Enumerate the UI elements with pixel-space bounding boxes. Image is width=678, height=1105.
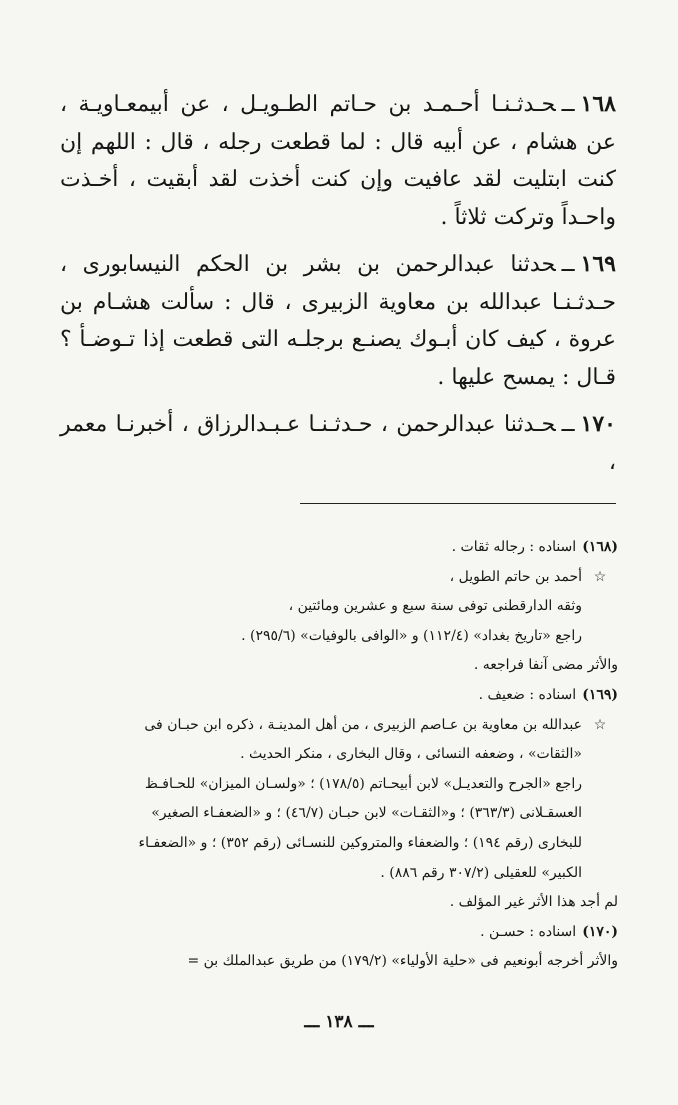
paragraph-dash: ــ — [561, 92, 575, 117]
footnote-text: أحمد بن حاتم الطويل ، — [449, 568, 582, 585]
paragraph-number: ١٦٨ — [580, 91, 616, 117]
footnote-ref: (١٦٩) — [582, 686, 618, 703]
paragraph-text: حـدثـنـا أحـمـد بن حـاتم الطـويـل ، عن أبيمعـاويـة ، عن هشام ، عن أبيه قال : لما قطعت رجله ، قال : اللهم إن كنت ابتليت لقد عافيت وإن كنت أخذت لقد أبقيت ، أخـذت واحـداً وتركت ثلاثاً . — [60, 92, 616, 230]
star-icon: ☆ — [593, 568, 607, 585]
paragraph-168 — [60, 86, 616, 236]
footnote-text: اسناده : رجاله ثقات . — [451, 539, 577, 555]
footnote-heading-170 — [58, 918, 618, 948]
paragraph-dash: ــ — [561, 412, 575, 437]
footnote-line: والأثر أخرجه أبونعيم فى «حلية الأولياء» (١٧٩/٢) من طريق عبدالملك بن = — [187, 953, 618, 970]
footnote-text: اسناده : ضعيف . — [478, 686, 577, 703]
paragraph-number: ١٦٩ — [580, 251, 616, 277]
footnote-line — [58, 563, 618, 593]
footnote-line: والأثر مضى آنفا فراجعه . — [473, 657, 618, 674]
footnote-ref: (١٧٠) — [582, 923, 618, 940]
page-number: ـــ ١٣٨ ـــ — [304, 1012, 374, 1032]
footnote-line: راجع «تاريخ بغداد» (١١٢/٤) و «الوافى بالوفيات» (٢٩٥/٦) . — [241, 627, 582, 644]
footnote-ref: (١٦٨) — [582, 539, 618, 555]
footnote-line: راجع «الجرح والتعديـل» لابن أبيحـاتم (١٧٨/٥) ؛ «ولسـان الميزان» للحـافـظ — [144, 775, 582, 792]
paragraph-text: حـدثنا عبدالرحمن ، حـدثـنـا عـبـدالرزاق ، أخبرنـا معمر ، — [60, 412, 616, 475]
paragraph-text: حدثنا عبدالرحمن بن بشر بن الحكم النيسابورى ، حـدثـنـا عبدالله بن معاوية الزبيرى ، قال : سألت هشـام بن عروة ، كيف كان أبـوك يصنـع برجلـه التى قطعت إذا تـوضـأ ؟ قـال : يمسح عليها . — [60, 252, 616, 390]
paragraph-number: ١٧٠ — [580, 411, 616, 437]
paragraph-dash: ــ — [561, 252, 575, 277]
footnote-line: لم أجد هذا الأثر غير المؤلف . — [449, 894, 618, 911]
footnote-line: «الثقات» ، وضعفه النسائى ، وقال البخارى ، منكر الحديث . — [240, 746, 582, 763]
footnote-text: عبدالله بن معاوية بن عـاصم الزبيرى ، من أهل المدينـة ، ذكره ابن حبـان فى — [144, 716, 582, 733]
footnote-separator — [300, 503, 616, 504]
footnote-heading-168 — [58, 533, 618, 563]
paragraph-170 — [60, 406, 616, 481]
main-text — [60, 86, 616, 481]
star-icon: ☆ — [593, 716, 607, 733]
footnote-line: الكبير» للعقيلى (٣٠٧/٢ رقم ٨٨٦) . — [380, 864, 582, 881]
footnote-line: وثقه الدارقطنى توفى سنة سبع و عشرين ومائتين ، — [288, 598, 582, 615]
footnotes — [58, 533, 618, 977]
paragraph-169 — [60, 246, 616, 396]
footnote-line — [58, 711, 618, 741]
footnote-line: للبخارى (رقم ١٩٤) ؛ والضعفاء والمتروكين للنسـائى (رقم ٣٥٢) ؛ و «الضعفـاء — [138, 834, 582, 851]
footnote-heading-169 — [58, 681, 618, 711]
footnote-line: العسقـلانى (٣٦٣/٣) ؛ و«الثقـات» لابن حبـان (٤٦/٧) ؛ و «الضعفـاء الصغير» — [151, 805, 582, 822]
footnote-text: اسناده : حسـن . — [480, 923, 577, 940]
